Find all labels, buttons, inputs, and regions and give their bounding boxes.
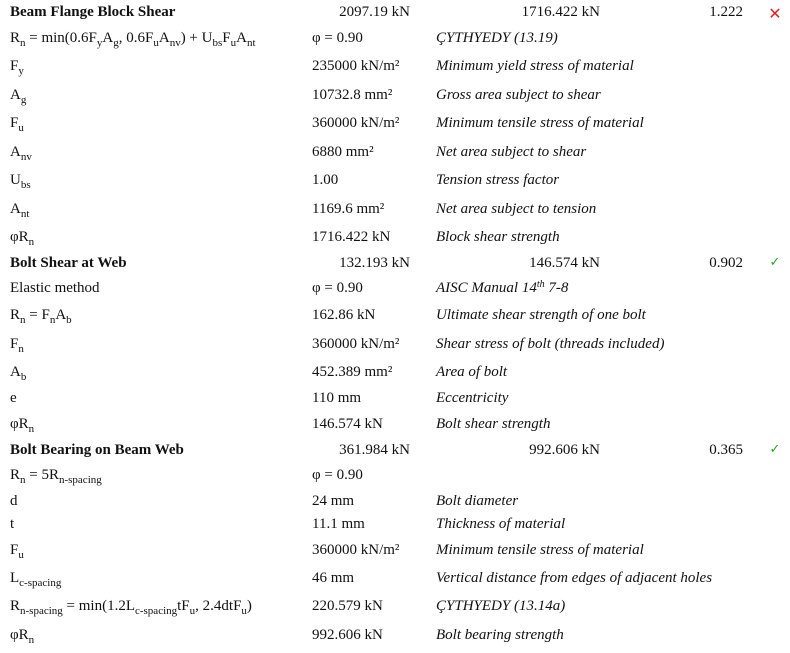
parameter-symbol: $F_n$ <box>10 336 24 355</box>
parameter-symbol: $U_{bs}$ <box>10 172 31 191</box>
row-value: 6880 mm² <box>312 144 374 160</box>
section-title: Bolt Bearing on Beam Web <box>10 442 184 458</box>
parameter-symbol: $F_u$ <box>10 115 24 134</box>
row-value: φ = 0.90 <box>312 467 363 483</box>
parameter-symbol: $A_{nt}$ <box>10 201 30 220</box>
row-description: Area of bolt <box>436 364 508 380</box>
section-ratio: 1.222 <box>709 4 743 20</box>
row-value: 1.00 <box>312 172 339 188</box>
row-value: 235000 kN/m² <box>312 58 400 74</box>
section-capacity: 1716.422 kN <box>521 4 600 20</box>
row-value: 220.579 kN <box>312 598 383 614</box>
check-icon: ✓ <box>769 442 781 457</box>
row-value: 46 mm <box>312 570 355 586</box>
row-description: Net area subject to tension <box>436 201 597 217</box>
parameter-symbol: $F_y$ <box>10 58 24 77</box>
section-capacity: 992.606 kN <box>529 442 600 458</box>
formula-symbol: $R_n = F_nA_b$ <box>10 307 72 326</box>
row-description: ÇYTHYEDY (13.14a) <box>436 598 566 614</box>
row-description: Shear stress of bolt (threads included) <box>436 336 665 352</box>
row-description: Bolt diameter <box>436 493 519 509</box>
row-value: 360000 kN/m² <box>312 115 400 131</box>
section-demand: 132.193 kN <box>339 255 410 271</box>
parameter-symbol: $A_{nv}$ <box>10 144 32 163</box>
row-value: 992.606 kN <box>312 627 383 643</box>
formula-symbol: $R_n = \min(0.6F_yA_g$, $0.6F_uA_{nv}) + U_{bs}F_uA_{nt}$ <box>10 30 256 49</box>
parameter-symbol: $A_b$ <box>10 364 27 383</box>
check-icon: ✓ <box>769 255 781 270</box>
row-description: Minimum yield stress of material <box>436 58 634 74</box>
row-description: Minimum tensile stress of material <box>436 115 644 131</box>
row-value: 360000 kN/m² <box>312 336 400 352</box>
section-ratio: 0.902 <box>709 255 743 271</box>
section-demand: 361.984 kN <box>339 442 410 458</box>
row-description: Net area subject to shear <box>436 144 587 160</box>
method-label: Elastic method <box>10 280 100 296</box>
section-title: Beam Flange Block Shear <box>10 4 176 20</box>
row-description: Minimum tensile stress of material <box>436 542 644 558</box>
parameter-symbol: d <box>10 493 18 509</box>
row-description: Tension stress factor <box>436 172 560 188</box>
row-value: 1716.422 kN <box>312 229 391 245</box>
row-value: 110 mm <box>312 390 362 406</box>
parameter-symbol: $F_u$ <box>10 542 24 561</box>
row-value: 11.1 mm <box>312 516 365 532</box>
row-value: 1169.6 mm² <box>312 201 385 217</box>
row-description: Thickness of material <box>436 516 566 532</box>
section-title: Bolt Shear at Web <box>10 255 127 271</box>
result-symbol: $\varphi R_n$ <box>10 627 35 646</box>
row-value: 452.389 mm² <box>312 364 393 380</box>
row-value: 24 mm <box>312 493 355 509</box>
cross-icon: ✕ <box>768 4 782 23</box>
section-demand: 2097.19 kN <box>339 4 410 20</box>
section-ratio: 0.365 <box>709 442 743 458</box>
row-value: φ = 0.90 <box>312 30 363 46</box>
row-value: 360000 kN/m² <box>312 542 400 558</box>
parameter-symbol: $A_g$ <box>10 87 27 106</box>
section-capacity: 146.574 kN <box>529 255 600 271</box>
row-value: 10732.8 mm² <box>312 87 393 103</box>
row-description: Ultimate shear strength of one bolt <box>436 307 646 323</box>
formula-symbol: $R_n = 5R_{n-spacing}$ <box>10 467 102 486</box>
row-description: Vertical distance from edges of adjacent holes <box>436 570 713 586</box>
row-description: Block shear strength <box>436 229 560 245</box>
row-description: Eccentricity <box>436 390 509 406</box>
row-description: AISC Manual 14th 7-8 <box>436 279 569 296</box>
parameter-symbol: e <box>10 390 17 406</box>
row-description: Gross area subject to shear <box>436 87 601 103</box>
row-description: ÇYTHYEDY (13.19) <box>436 30 558 46</box>
row-description: Bolt bearing strength <box>436 627 564 643</box>
row-value: 162.86 kN <box>312 307 376 323</box>
row-description: Bolt shear strength <box>436 416 551 432</box>
result-symbol: $\varphi R_n$ <box>10 229 35 248</box>
row-value: φ = 0.90 <box>312 280 363 296</box>
parameter-symbol: t <box>10 516 15 532</box>
result-symbol: $\varphi R_n$ <box>10 416 35 435</box>
formula-symbol: $R_{n-spacing} = \min(1.2L_{c-spacing}tF_u$, 2.4dtF$_u$) <box>10 598 252 617</box>
parameter-symbol: $L_{c-spacing}$ <box>10 570 62 589</box>
row-value: 146.574 kN <box>312 416 383 432</box>
